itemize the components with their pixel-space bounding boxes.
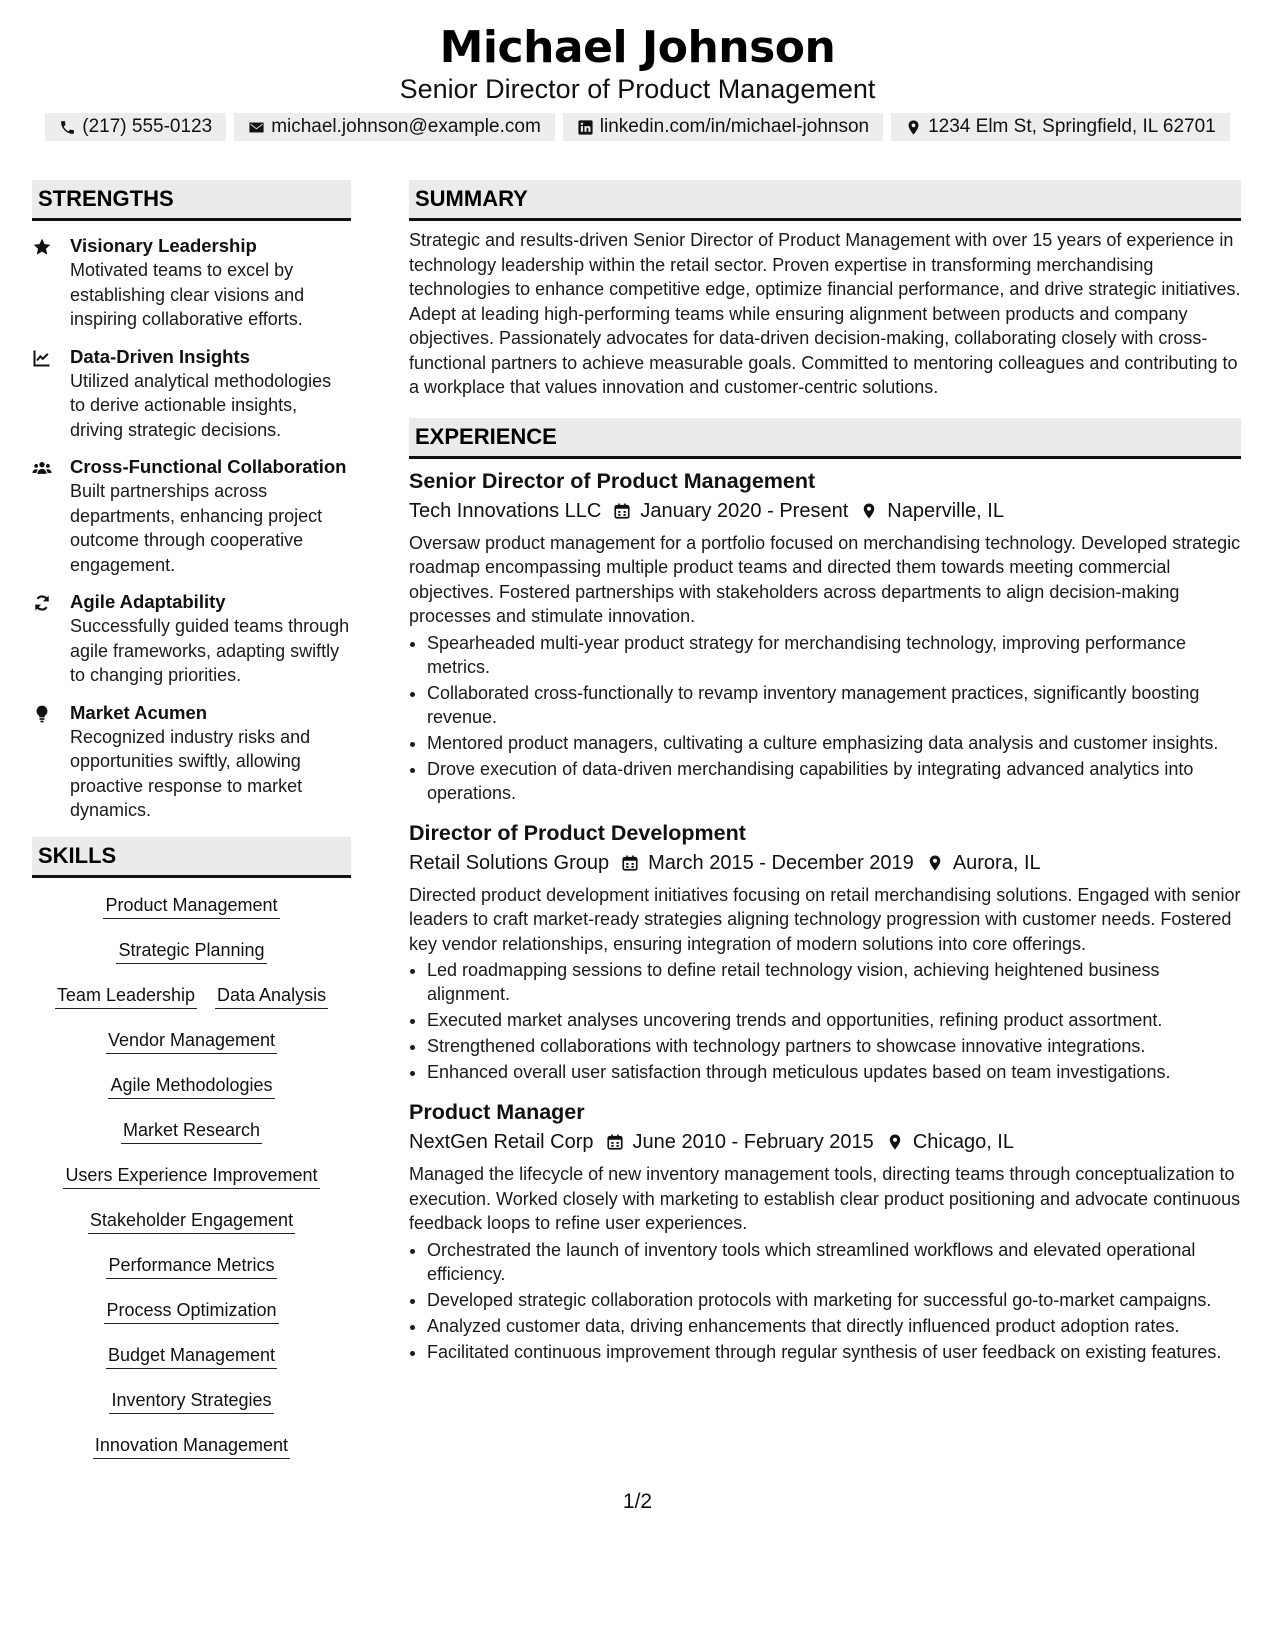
job-meta bbox=[409, 848, 1241, 878]
contact-address bbox=[891, 113, 1230, 141]
job-bullet: • Enhanced overall user satisfaction through meticulous updates based on team investigations. bbox=[427, 1060, 1241, 1084]
job-description: Oversaw product management for a portfolio focused on merchandising technology. Developed strategic roadmap encompassing multiple product teams and directed them towards meeting commercial objectives. Fostered partnerships with stakeholders across departments to align decision-making processes and stimulate innovation. bbox=[409, 532, 1241, 626]
job-dates: March 2015 - December 2019 bbox=[648, 851, 914, 874]
strength-item bbox=[32, 234, 351, 332]
linkedin-text: linkedin.com/in/michael-johnson bbox=[599, 116, 870, 137]
strength-item bbox=[32, 590, 351, 688]
job-entry bbox=[409, 467, 1241, 805]
job-bullets bbox=[409, 958, 1241, 1084]
skill-tag: Budget Management bbox=[106, 1342, 277, 1369]
page-number: 1/2 bbox=[622, 1490, 653, 1513]
email-text: michael.johnson@example.com bbox=[271, 116, 541, 137]
calendar-icon bbox=[609, 854, 648, 872]
envelope-icon bbox=[248, 119, 265, 136]
contact-linkedin[interactable] bbox=[563, 113, 883, 141]
job-location: Chicago, IL bbox=[912, 1131, 1014, 1153]
strength-title: Market Acumen bbox=[70, 701, 208, 723]
job-bullet: • Collaborated cross-functionally to revamp inventory management practices, significantly boosting revenue. bbox=[427, 681, 1241, 729]
calendar-icon bbox=[601, 502, 640, 520]
job-bullet: • Led roadmapping sessions to define retail technology vision, achieving heightened business alignment. bbox=[427, 958, 1241, 1006]
job-meta bbox=[409, 1127, 1241, 1157]
star-icon bbox=[32, 234, 70, 332]
job-location: Naperville, IL bbox=[887, 499, 1004, 522]
job-bullet: • Developed strategic collaboration protocols with marketing for successful go-to-market campaigns. bbox=[427, 1288, 1241, 1312]
job-bullet: • Orchestrated the launch of inventory tools which streamlined workflows and elevated operational efficiency. bbox=[427, 1238, 1241, 1286]
experience-heading: EXPERIENCE bbox=[409, 418, 1241, 459]
job-title: Director of Product Development bbox=[409, 820, 746, 845]
contact-bar bbox=[0, 113, 1275, 141]
job-entry bbox=[409, 819, 1241, 1085]
skill-tag: Innovation Management bbox=[93, 1432, 290, 1459]
job-location: Aurora, IL bbox=[952, 851, 1041, 874]
phone-text: (217) 555-0123 bbox=[82, 116, 213, 137]
left-column bbox=[32, 180, 351, 1477]
skill-tag: Product Management bbox=[103, 892, 279, 919]
job-description: Directed product development initiatives focusing on retail merchandising solutions. Engaged with senior leaders to craft market-ready strategies aligning technology progression with customer needs. Fostered key vendor relationships, ensuring integration of modern solutions into core offerings. bbox=[409, 884, 1241, 954]
job-bullet: • Facilitated continuous improvement through regular synthesis of user feedback on existing features. bbox=[427, 1340, 1241, 1364]
strengths-list bbox=[32, 234, 351, 823]
strength-desc: Motivated teams to excel by establishing clear visions and inspiring collaborative efforts. bbox=[70, 260, 305, 329]
right-column bbox=[409, 180, 1241, 1366]
job-description: Managed the lifecycle of new inventory management tools, directing teams through conceptualization to execution. Worked closely with marketing to establish clear product positioning and advocate continuous feedback loops to refine user experiences. bbox=[409, 1164, 1241, 1233]
summary-heading: SUMMARY bbox=[409, 180, 1241, 221]
strength-desc: Utilized analytical methodologies to derive actionable insights, driving strategic decisions. bbox=[70, 370, 332, 440]
job-bullet: • Spearheaded multi-year product strategy for merchandising technology, improving performance metrics. bbox=[427, 631, 1241, 679]
linkedin-icon bbox=[577, 119, 594, 136]
skill-tag: Data Analysis bbox=[215, 982, 328, 1009]
job-bullets bbox=[409, 631, 1241, 805]
job-bullets bbox=[409, 1238, 1241, 1364]
job-meta bbox=[409, 496, 1241, 526]
strength-item bbox=[32, 701, 351, 823]
strengths-heading: STRENGTHS bbox=[32, 180, 351, 221]
skill-tag: Vendor Management bbox=[106, 1027, 277, 1054]
strength-title: Data-Driven Insights bbox=[70, 345, 250, 367]
skill-tag: Stakeholder Engagement bbox=[88, 1207, 295, 1234]
skill-tag: Inventory Strategies bbox=[109, 1387, 273, 1414]
strength-title: Visionary Leadership bbox=[70, 235, 257, 256]
strength-desc: Built partnerships across departments, enhancing project outcome through cooperative engagement. bbox=[70, 481, 323, 575]
job-bullet: • Drove execution of data-driven merchandising capabilities by integrating advanced analytics into operations. bbox=[427, 757, 1241, 805]
contact-phone[interactable] bbox=[45, 113, 226, 141]
job-dates: January 2020 - Present bbox=[640, 499, 849, 522]
job-bullet: • Strengthened collaborations with technology partners to showcase innovative integrations. bbox=[427, 1034, 1241, 1058]
skill-tag: Strategic Planning bbox=[116, 937, 266, 964]
company-name: Retail Solutions Group bbox=[409, 851, 610, 874]
strength-desc: Successfully guided teams through agile frameworks, adapting swiftly to changing priorities. bbox=[70, 616, 350, 685]
contact-email[interactable] bbox=[234, 113, 555, 141]
skill-tag: Performance Metrics bbox=[106, 1252, 276, 1279]
job-title: Senior Director of Product Management bbox=[409, 468, 816, 493]
skills-heading: SKILLS bbox=[32, 837, 351, 878]
strength-title: Agile Adaptability bbox=[70, 591, 226, 612]
chart-line-icon bbox=[32, 345, 70, 443]
job-bullet: • Analyzed customer data, driving enhancements that directly influenced product adoption rates. bbox=[427, 1314, 1241, 1338]
phone-icon bbox=[59, 119, 76, 136]
job-title: Product Manager bbox=[409, 1100, 585, 1124]
skill-tag: Users Experience Improvement bbox=[63, 1162, 319, 1189]
company-name: Tech Innovations LLC bbox=[409, 499, 602, 522]
strength-item bbox=[32, 345, 351, 443]
skill-tag: Market Research bbox=[121, 1117, 262, 1144]
sync-icon bbox=[32, 590, 70, 688]
strength-title: Cross-Functional Collaboration bbox=[70, 456, 347, 477]
candidate-name: Michael Johnson bbox=[439, 22, 836, 73]
skill-tag: Agile Methodologies bbox=[108, 1072, 274, 1099]
skill-tag: Team Leadership bbox=[55, 982, 197, 1009]
skill-tag: Process Optimization bbox=[104, 1297, 278, 1324]
address-text: 1234 Elm St, Springfield, IL 62701 bbox=[928, 116, 1216, 137]
job-bullet: • Executed market analyses uncovering trends and opportunities, refining product assortment. bbox=[427, 1008, 1241, 1032]
users-icon bbox=[32, 455, 70, 577]
map-pin-icon bbox=[848, 502, 887, 520]
map-pin-icon bbox=[914, 854, 953, 872]
job-dates: June 2010 - February 2015 bbox=[632, 1131, 874, 1153]
job-entry bbox=[409, 1098, 1241, 1364]
company-name: NextGen Retail Corp bbox=[409, 1131, 594, 1153]
map-pin-icon bbox=[874, 1133, 913, 1151]
strength-item bbox=[32, 455, 351, 577]
map-pin-icon bbox=[905, 119, 922, 136]
candidate-title: Senior Director of Product Management bbox=[399, 74, 876, 104]
calendar-icon bbox=[594, 1133, 633, 1151]
summary-text: Strategic and results-driven Senior Director of Product Management with over 15 years of experience in technology leadership within the retail sector. Proven expertise in transforming merchandising technologies to enhance competitive edge, optimize financial performance, and drive strategic initiatives. Adept at leading high-performing teams while ensuring alignment between products and company objectives. Passionately advocates for data-driven decision-making, collaborating closely with cross-functional partners to achieve measurable goals. Committed to mentoring colleagues and contributing to a workplace that values innovation and customer-centric solutions. bbox=[409, 230, 1241, 397]
job-bullet: • Mentored product managers, cultivating a culture emphasizing data analysis and customer insights. bbox=[427, 731, 1241, 755]
strength-desc: Recognized industry risks and opportunities swiftly, allowing proactive response to market dynamics. bbox=[70, 726, 311, 820]
skills-list bbox=[32, 892, 351, 1477]
lightbulb-icon bbox=[32, 701, 70, 823]
